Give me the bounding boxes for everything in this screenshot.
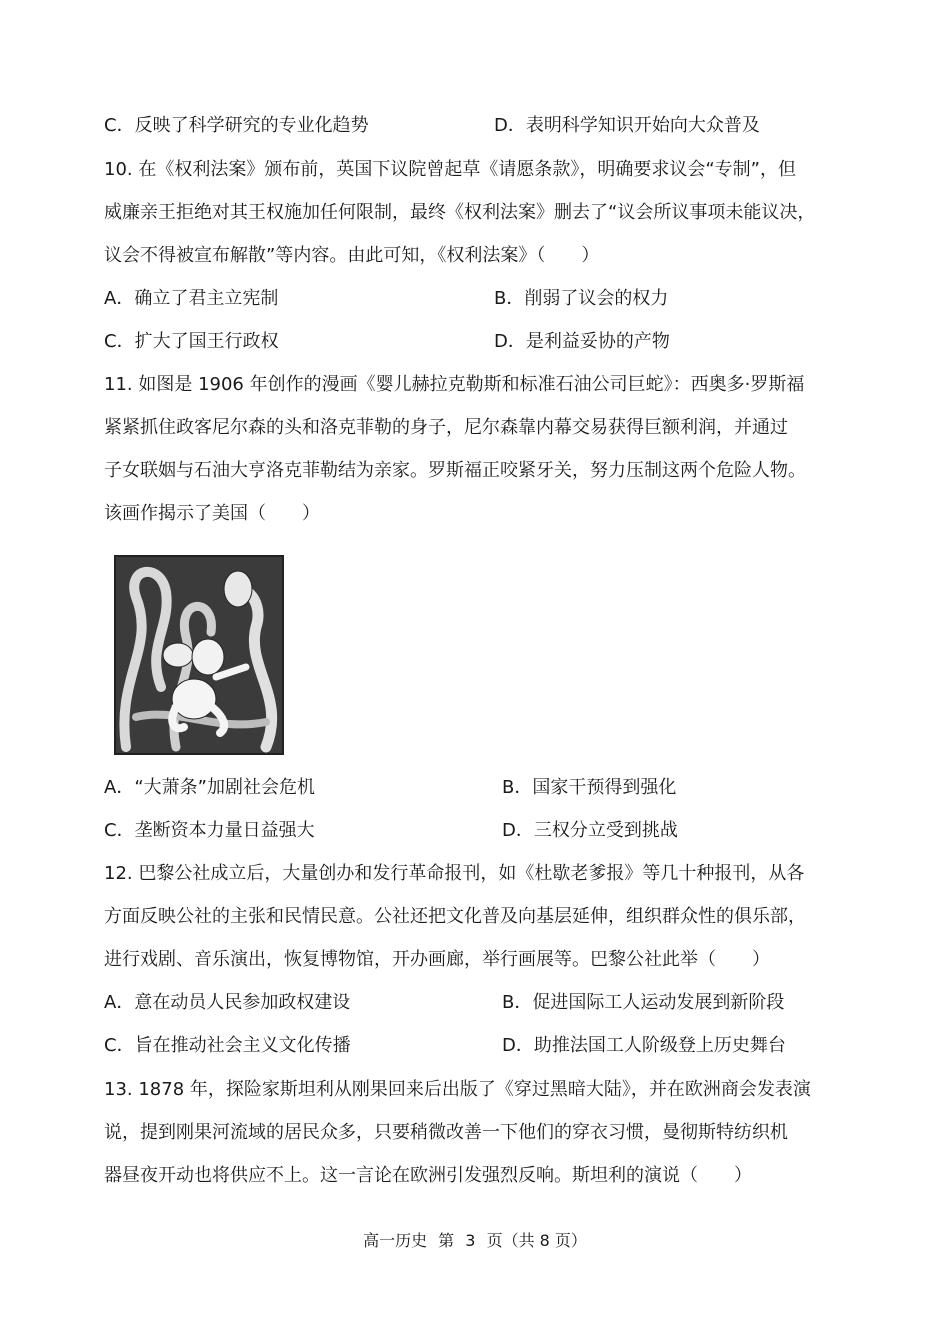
footer-di: 第 — [438, 1231, 455, 1250]
q13-stem-line-3: 器昼夜开动也将供应不上。这一言论在欧洲引发强烈反响。斯坦利的演说（ ） — [104, 1165, 752, 1186]
q11-option-b: B．国家干预得到强化 — [502, 777, 677, 798]
q11-stem-line-3: 子女联姻与石油大亨洛克菲勒结为亲家。罗斯福正咬紧牙关，努力压制这两个危险人物。 — [104, 460, 806, 481]
q10-option-c: C．扩大了国王行政权 — [104, 331, 279, 352]
q11-stem-line-2: 紧紧抓住政客尼尔森的头和洛克菲勒的身子，尼尔森靠内幕交易获得巨额利润，并通过 — [104, 417, 788, 438]
q10-option-a: A．确立了君主立宪制 — [104, 288, 279, 309]
q12-option-c: C．旨在推动社会主义文化传播 — [104, 1035, 351, 1056]
q12-stem-line-2: 方面反映公社的主张和民情民意。公社还把文化普及向基层延伸，组织群众性的俱乐部， — [104, 906, 806, 927]
q10-stem-line-2: 威廉亲王拒绝对其王权施加任何限制，最终《权利法案》删去了“议会所议事项未能议决， — [104, 202, 816, 223]
cartoon-image — [114, 555, 284, 755]
q10-stem-line-3: 议会不得被宣布解散”等内容。由此可知，《权利法案》（ ） — [104, 245, 600, 266]
q11-stem-line-1: 11. 如图是 1906 年创作的漫画《婴儿赫拉克勒斯和标准石油公司巨蛇》：西奥多·罗斯福 — [104, 374, 805, 395]
q11-option-c: C．垄断资本力量日益强大 — [104, 820, 315, 841]
q10-stem-line-1: 10. 在《权利法案》颁布前，英国下议院曾起草《请愿条款》，明确要求议会“专制”，但 — [104, 159, 796, 180]
q12-option-b: B．促进国际工人运动发展到新阶段 — [502, 992, 785, 1013]
q13-stem-line-1: 13. 1878 年，探险家斯坦利从刚果回来后出版了《穿过黑暗大陆》，并在欧洲商会发表演 — [104, 1079, 811, 1100]
footer-page-number: 3 — [465, 1231, 476, 1250]
q12-option-a: A．意在动员人民参加政权建设 — [104, 992, 351, 1013]
q12-stem-line-3: 进行戏剧、音乐演出，恢复博物馆，开办画廊，举行画展等。巴黎公社此举（ ） — [104, 949, 770, 970]
q11-option-a: A．“大萧条”加剧社会危机 — [104, 777, 315, 798]
q9-option-c: C．反映了科学研究的专业化趋势 — [104, 115, 369, 136]
footer-subject: 高一历史 — [363, 1231, 428, 1250]
q10-option-d: D．是利益妥协的产物 — [494, 331, 670, 352]
q12-option-d: D．助推法国工人阶级登上历史舞台 — [502, 1035, 786, 1056]
page-footer — [0, 1228, 950, 1251]
q13-stem-line-2: 说，提到刚果河流域的居民众多，只要稍微改善一下他们的穿衣习惯，曼彻斯特纺织机 — [104, 1122, 788, 1143]
q11-option-d: D．三权分立受到挑战 — [502, 820, 678, 841]
q12-stem-line-1: 12. 巴黎公社成立后，大量创办和发行革命报刊，如《杜歇老爹报》等几十种报刊，从各 — [104, 863, 805, 884]
q11-stem-line-4: 该画作揭示了美国（ ） — [104, 503, 320, 524]
q9-option-d: D．表明科学知识开始向大众普及 — [494, 115, 760, 136]
footer-total: 页（共 8 页） — [486, 1231, 587, 1250]
q10-option-b: B．削弱了议会的权力 — [494, 288, 669, 309]
